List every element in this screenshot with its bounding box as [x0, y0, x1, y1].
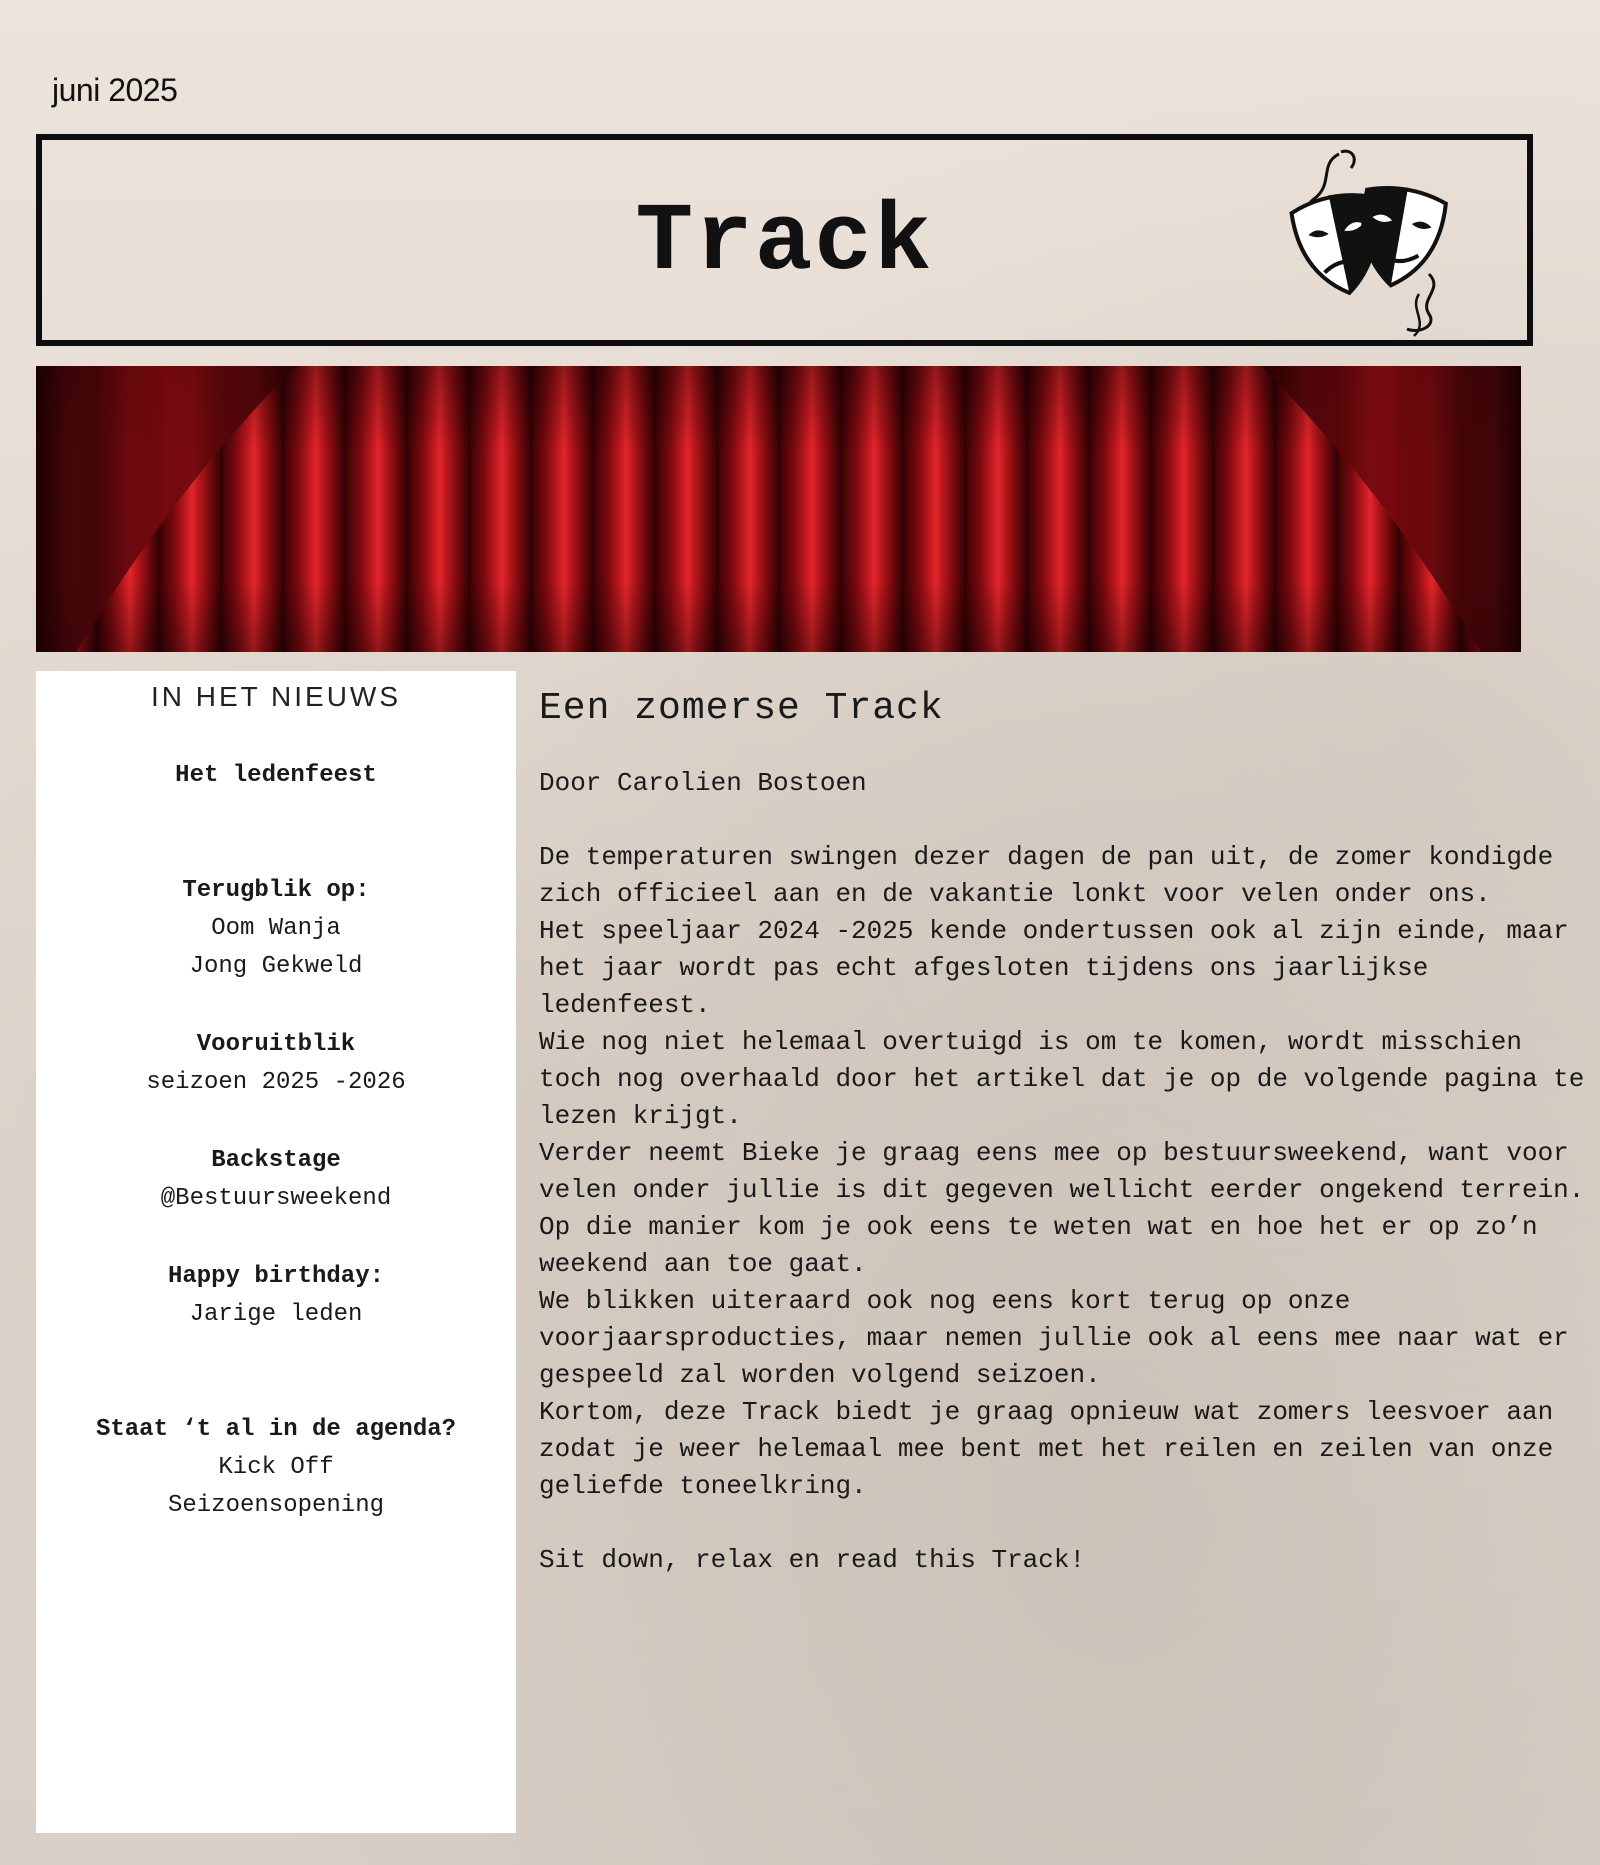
- article-paragraph: We blikken uiteraard ook nog eens kort terug op onze voorjaarsproducties, maar nemen jullie ook al eens mee naar wat er gespeeld zal worden volgend seizoen.: [539, 1286, 1569, 1390]
- article-paragraph: Het speeljaar 2024 -2025 kende ondertussen ook al zijn einde, maar het jaar wordt pas echt afgesloten tijdens ons jaarlijkse ledenfeest.: [539, 916, 1569, 1020]
- sidebar-item-title: Staat ‘t al in de agenda?: [95, 1416, 457, 1443]
- sidebar-heading: IN HET NIEUWS: [150, 681, 402, 712]
- sidebar-item-title: Het ledenfeest: [175, 762, 377, 789]
- sidebar-item-vooruitblik: [36, 1026, 516, 1102]
- article-paragraph: Wie nog niet helemaal overtuigd is om te komen, wordt misschien toch nog overhaald door het artikel dat je op de volgende pagina te lezen krijgt.: [539, 1027, 1585, 1131]
- article-paragraph: Kortom, deze Track biedt je graag opnieuw wat zomers leesvoer aan zodat je weer helemaal mee bent met het reilen en zeilen van onze geliefde toneelkring.: [539, 1397, 1554, 1501]
- newsletter-title: Track: [635, 188, 934, 297]
- sidebar-item-line: Oom Wanja: [211, 915, 341, 942]
- issue-date: juni 2025: [52, 72, 178, 108]
- article-paragraph: De temperaturen swingen dezer dagen de pan uit, de zomer kondigde zich officieel aan en de vakantie lonkt voor velen onder ons.: [539, 842, 1554, 909]
- sidebar-item-line: seizoen 2025 -2026: [146, 1069, 406, 1096]
- sidebar-item-title: Vooruitblik: [196, 1031, 356, 1058]
- article-title: Een zomerse Track: [539, 687, 944, 730]
- article-closing: Sit down, relax en read this Track!: [539, 1545, 1086, 1575]
- sidebar-item-backstage: [36, 1142, 516, 1218]
- article-body: [539, 839, 1589, 1505]
- sidebar-item-title: Backstage: [211, 1147, 341, 1174]
- sidebar-item-line: @Bestuursweekend: [160, 1185, 392, 1212]
- sidebar-item-line: Jarige leden: [189, 1301, 363, 1328]
- masthead: [36, 134, 1533, 346]
- article-paragraph: Verder neemt Bieke je graag eens mee op bestuursweekend, want voor velen onder jullie is dit gegeven wellicht eerder ongekend terrein. Op die manier kom je ook eens te weten wat en hoe het er op zo’n weekend aan toe gaat.: [539, 1138, 1585, 1279]
- theatre-masks-icon: [1279, 144, 1459, 344]
- article-byline: Door Carolien Bostoen: [539, 768, 867, 798]
- sidebar-item-title: Happy birthday:: [167, 1263, 385, 1290]
- sidebar-item-title: Terugblik op:: [182, 877, 370, 904]
- curtain-drape-right: [1201, 366, 1521, 652]
- sidebar-item-ledenfeest: [36, 757, 516, 795]
- curtain-banner: [36, 366, 1521, 652]
- sidebar-item-agenda: [36, 1411, 516, 1525]
- curtain-drape-left: [36, 366, 356, 652]
- sidebar-item-line: Seizoensopening: [167, 1492, 385, 1519]
- sidebar-item-birthday: [36, 1258, 516, 1334]
- sidebar-item-line: Kick Off: [218, 1454, 334, 1481]
- sidebar-item-line: Jong Gekweld: [189, 953, 363, 980]
- news-sidebar: [36, 671, 516, 1833]
- sidebar-item-terugblik: [36, 872, 516, 986]
- article: [539, 687, 1589, 1579]
